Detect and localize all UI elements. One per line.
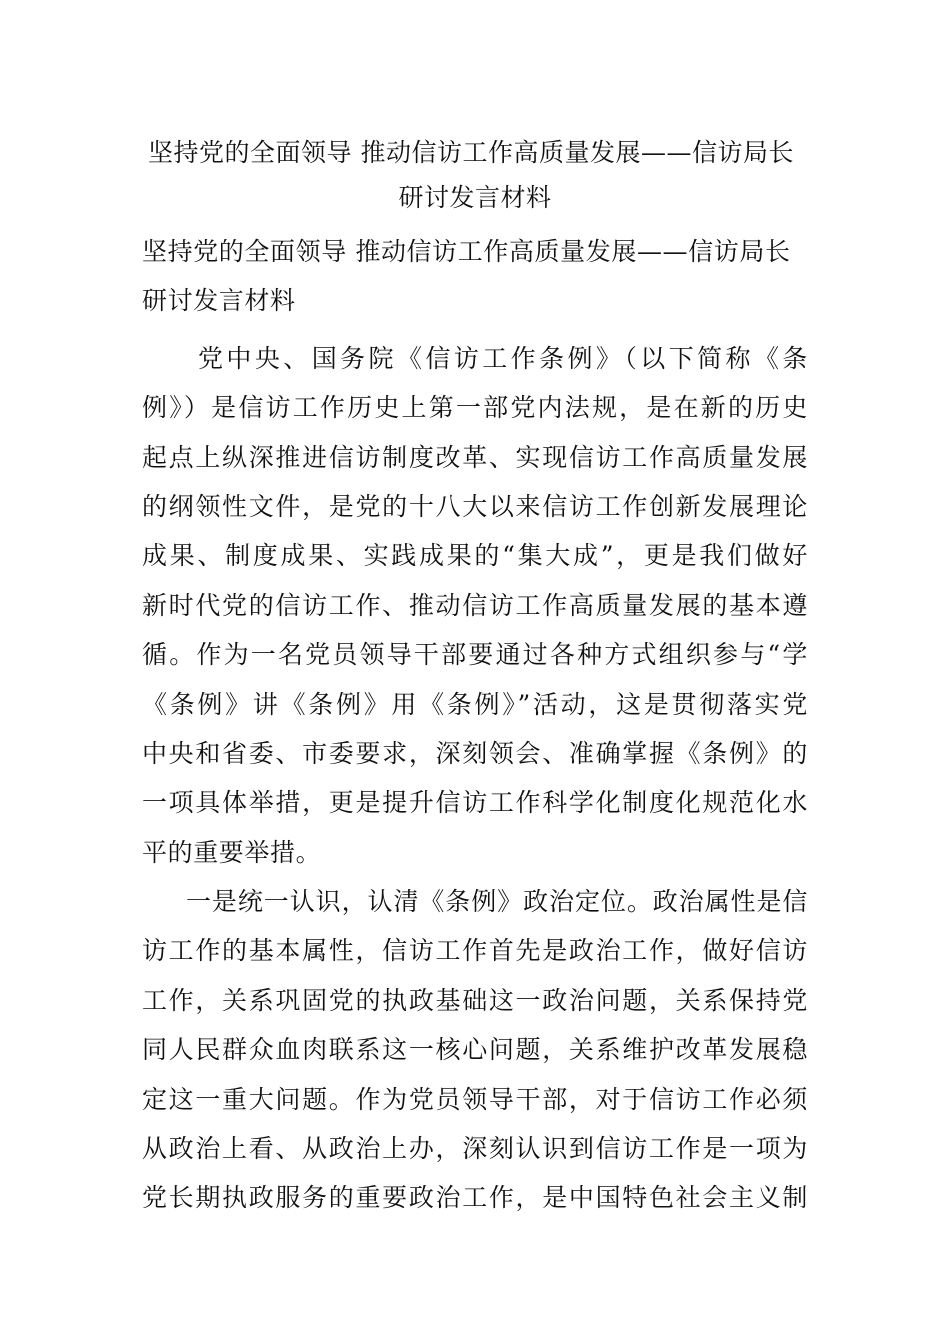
- document-title: [142, 130, 808, 220]
- paragraph-line: 工作，关系巩固党的执政基础这一政治问题，关系保持党: [142, 985, 808, 1015]
- paragraph-line: 访工作的基本属性，信访工作首先是政治工作，做好信访: [142, 936, 808, 966]
- subtitle-line: 坚持党的全面领导 推动信访工作高质量发展——信访局长: [142, 237, 791, 266]
- paragraph-line: 一是统一认识，认清《条例》政治定位。政治属性是信: [186, 887, 808, 917]
- paragraph-line: 《条例》讲《条例》用《条例》”活动，这是贯彻落实党: [142, 689, 808, 719]
- paragraph-line: 党中央、国务院《信访工作条例》（以下简称《条: [198, 343, 808, 373]
- paragraph-line: 成果、制度成果、实践成果的“集大成”，更是我们做好: [142, 541, 808, 571]
- repeated-title: [142, 227, 808, 326]
- subtitle-line: 研讨发言材料: [142, 286, 296, 316]
- paragraph-line: 党长期执政服务的重要政治工作，是中国特色社会主义制: [142, 1183, 808, 1213]
- title-line: 坚持党的全面领导 推动信访工作高质量发展——信访局长: [148, 138, 794, 167]
- paragraph-line: 定这一重大问题。作为党员领导干部，对于信访工作必须: [142, 1084, 808, 1114]
- paragraph-1: [142, 334, 808, 877]
- title-line: 研讨发言材料: [398, 183, 552, 212]
- paragraph-line: 起点上纵深推进信访制度改革、实现信访工作高质量发展: [142, 442, 808, 472]
- paragraph-line: 一项具体举措，更是提升信访工作科学化制度化规范化水: [142, 788, 808, 818]
- paragraph-line: 的纲领性文件，是党的十八大以来信访工作创新发展理论: [142, 491, 808, 521]
- paragraph-line: 中央和省委、市委要求，深刻领会、准确掌握《条例》的: [142, 738, 808, 768]
- paragraph-line: 同人民群众血肉联系这一核心问题，关系维护改革发展稳: [142, 1035, 808, 1065]
- paragraph-line: 循。作为一名党员领导干部要通过各种方式组织参与“学: [142, 640, 808, 670]
- paragraph-2: [142, 877, 808, 1223]
- paragraph-line: 例》）是信访工作历史上第一部党内法规，是在新的历史: [142, 393, 808, 423]
- paragraph-line: 从政治上看、从政治上办，深刻认识到信访工作是一项为: [142, 1134, 808, 1164]
- paragraph-line: 新时代党的信访工作、推动信访工作高质量发展的基本遵: [142, 590, 808, 620]
- document-body: [142, 227, 808, 1223]
- paragraph-line: 平的重要举措。: [142, 837, 322, 867]
